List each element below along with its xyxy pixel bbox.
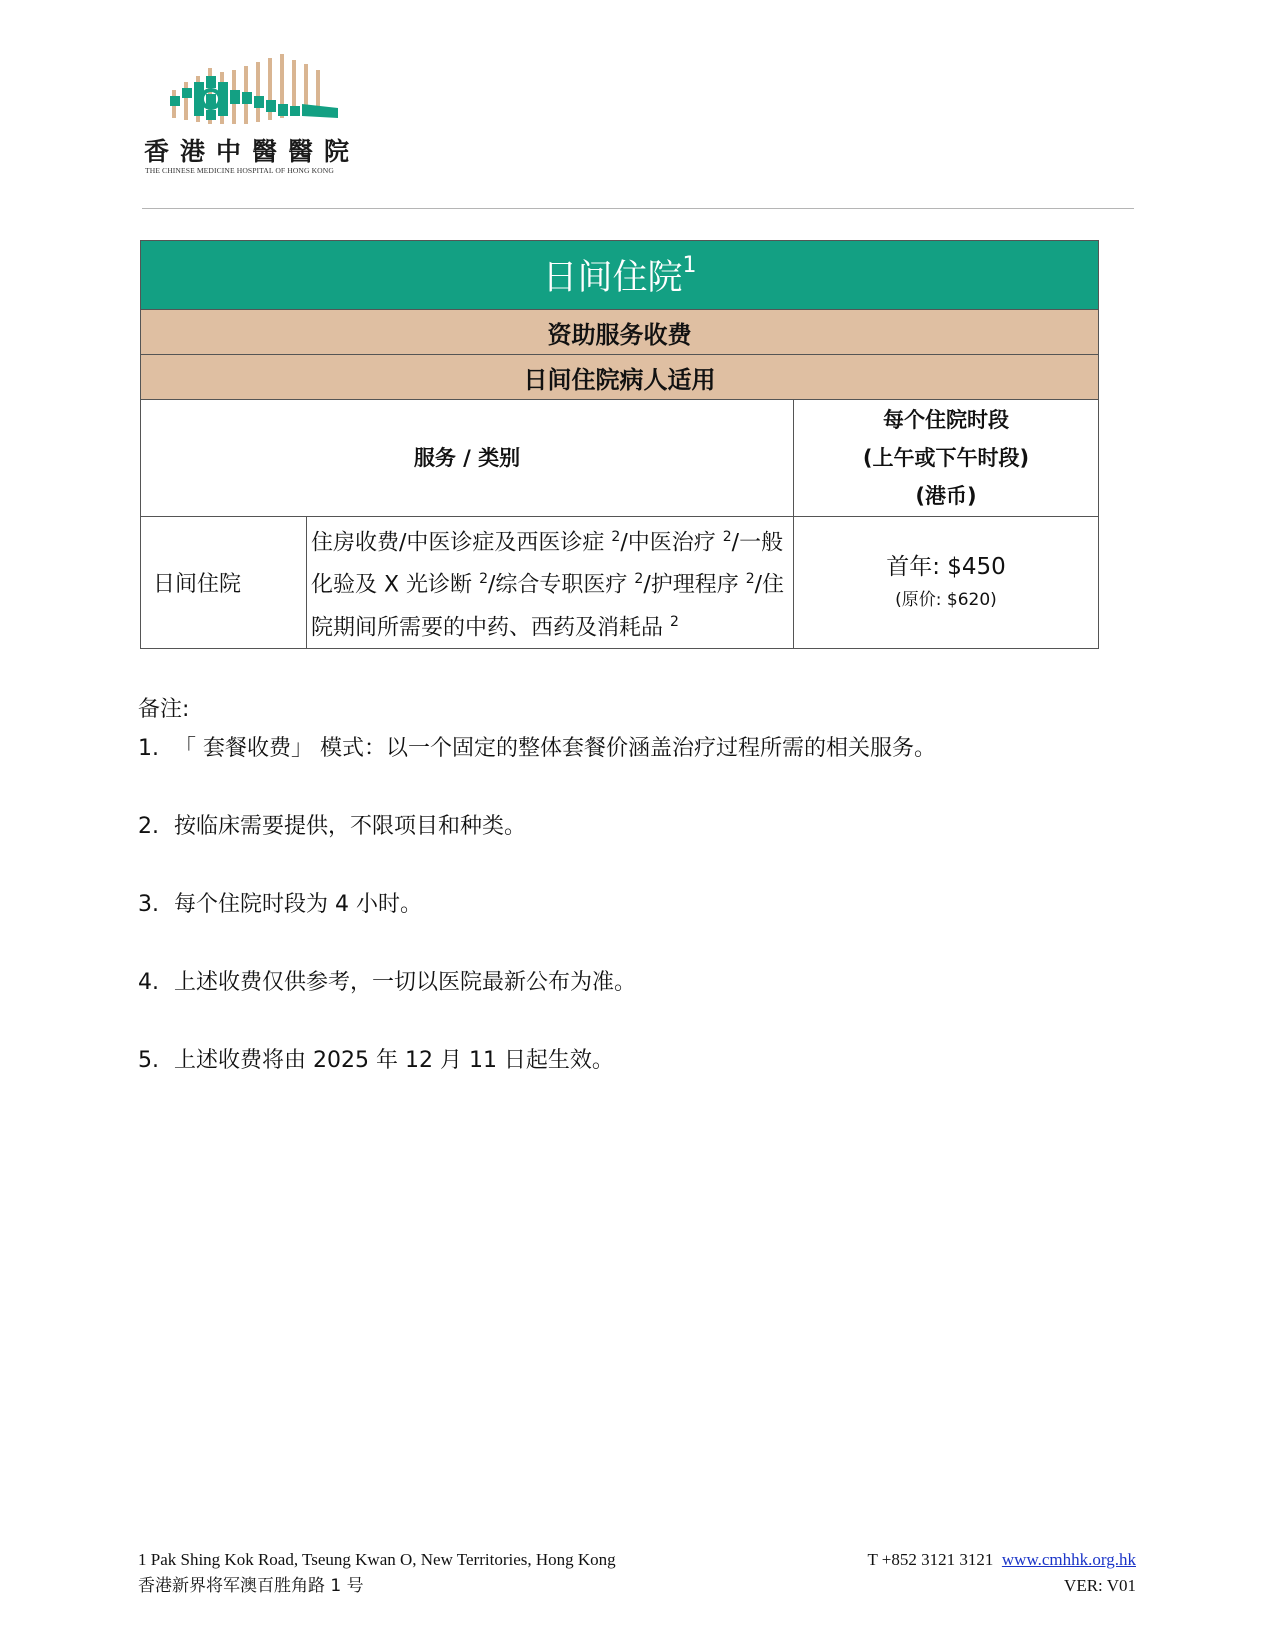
note-text: 按临床需要提供，不限项目和种类。 (174, 814, 527, 839)
fee-table-title (141, 241, 1099, 310)
footer-contact-line (867, 1547, 1136, 1573)
note-text: 上述收费将由 2025 年 12 月 11 日起生效。 (174, 1048, 614, 1073)
title-footnote-ref: 1 (682, 253, 697, 279)
logo-name-chinese: 香港中醫醫院 (144, 137, 361, 166)
desc-part: /综合专职医疗 (487, 572, 635, 598)
desc-part: /中医治疗 (620, 530, 723, 556)
list-item (138, 1042, 1138, 1120)
footer-address (138, 1547, 616, 1599)
list-item (138, 730, 1138, 808)
row-category: 日间住院 (141, 517, 307, 649)
header-service: 服务 / 类别 (141, 400, 794, 517)
note-number: 4. (138, 970, 159, 995)
footnote-ref: 2 (670, 613, 679, 630)
note-text: 「 套餐收费」 模式：以一个固定的整体套餐价涵盖治疗过程所需的相关服务。 (174, 736, 936, 761)
footnote-ref: 2 (611, 529, 621, 545)
note-text: 上述收费仅供参考，一切以医院最新公布为准。 (174, 970, 637, 995)
subtitle-row (141, 310, 1099, 355)
desc-part: 住房收费/中医诊症及西医诊症 (311, 530, 612, 556)
applicability-row (141, 355, 1099, 400)
header-divider (142, 208, 1134, 209)
logo-name-english: THE CHINESE MEDICINE HOSPITAL OF HONG KONG (145, 166, 334, 175)
version-label: VER: V01 (1064, 1576, 1136, 1595)
row-description (307, 517, 794, 649)
desc-part: /住院期间所需要的中药、西药及消耗品 (311, 572, 785, 640)
hospital-logo (140, 44, 380, 184)
header-session-line2: (上午或下午时段) (862, 446, 1030, 470)
footnote-ref: 2 (745, 571, 755, 588)
address-chinese: 香港新界将军澳百胜角路 1 号 (138, 1576, 364, 1596)
note-number: 1. (138, 736, 159, 761)
notes-section (138, 690, 1138, 1120)
notes-title: 备注: (138, 697, 190, 722)
footnote-ref: 2 (722, 529, 732, 545)
note-text: 每个住院时段为 4 小时。 (174, 892, 422, 917)
desc-part: /护理程序 (643, 572, 746, 598)
footnote-ref: 2 (634, 571, 644, 588)
desc-part: /一般化验及 X 光诊断 (311, 530, 784, 598)
table-applicability: 日间住院病人适用 (141, 355, 1099, 400)
footer-contact (867, 1547, 1136, 1599)
note-number: 2. (138, 814, 159, 839)
address-english: 1 Pak Shing Kok Road, Tseung Kwan O, New Territories, Hong Kong (138, 1550, 616, 1569)
price-original: (原价: $620) (895, 590, 997, 611)
list-item (138, 808, 1138, 886)
row-price (794, 517, 1099, 649)
list-item (138, 886, 1138, 964)
list-item (138, 964, 1138, 1042)
fee-table (140, 240, 1099, 649)
table-subtitle: 资助服务收费 (141, 310, 1099, 355)
note-number: 5. (138, 1048, 159, 1073)
fee-table-title-row (141, 241, 1099, 310)
header-session-line1: 每个住院时段 (883, 408, 1009, 432)
logo-emblem-icon (170, 52, 340, 130)
column-header-row (141, 400, 1099, 517)
website-link[interactable]: www.cmhhk.org.hk (1001, 1550, 1136, 1569)
phone-number: T +852 3121 3121 (867, 1550, 994, 1569)
price-first-year: 首年: $450 (886, 554, 1006, 581)
note-number: 3. (138, 892, 159, 917)
header-session (794, 400, 1099, 517)
table-row (141, 517, 1099, 649)
footnote-ref: 2 (479, 571, 488, 588)
table-title-text: 日间住院 (542, 258, 683, 298)
header-session-line3: (港币) (915, 484, 977, 508)
